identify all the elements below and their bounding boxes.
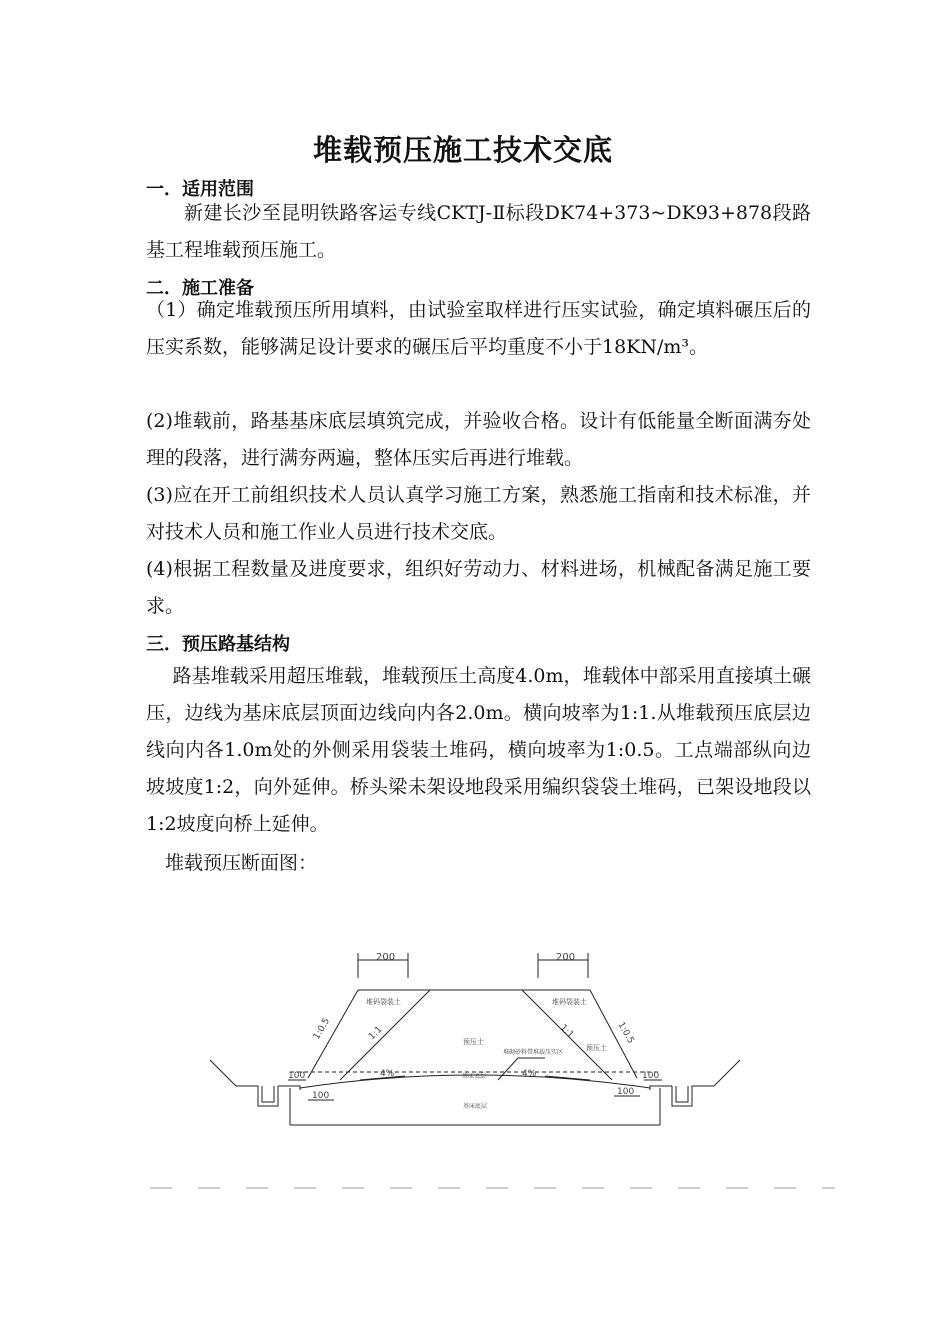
paragraph-prep-1: （1）确定堆载预压所用填料，由试验室取样进行压实试验，确定填料碾压后的压实系数，能够满足设计要求的碾压后平均重度不小于18KN/m³。	[146, 299, 811, 358]
label-grade-right: 4%	[522, 1069, 537, 1079]
label-dim-left-upper: 100	[288, 1071, 306, 1081]
label-slope-inner-left: 1:1	[367, 1024, 385, 1043]
base-edge-left	[278, 1086, 300, 1090]
label-dim-top-right: 200	[556, 952, 576, 963]
paragraph-prep-4: (4)根据工程数量及进度要求，组织好劳动力、材料进场，机械配备满足施工要求。	[146, 558, 811, 617]
label-bag-right: 堆码袋装土	[552, 998, 587, 1006]
paragraph-structure: 路基堆载采用超压堆载，堆载预压土高度4.0m，堆载体中部采用直接填土碾压，边线为基床底层顶面边线向内各2.0m。横向坡率为1:1.从堆载预压底层边线向内各1.0m处的外侧采用袋装土堆码，横向坡率为1:0.5。工点端部纵向边坡坡度1:2，向外延伸。桥头梁未架设地段采用编织袋袋土堆码，已架设地段以1:2坡度向桥上延伸。	[146, 665, 811, 835]
label-bottom-layer: 基床底层	[463, 1103, 488, 1110]
label-dim-right-upper: 100	[642, 1071, 660, 1081]
label-fill-center: 预压土	[463, 1038, 484, 1046]
label-dim-right-lower: 100	[617, 1087, 635, 1097]
base-edge-right	[650, 1086, 672, 1090]
paragraph-prep-3: (3)应在开工前组织技术人员认真学习施工方案，熟悉施工指南和技术标准，并对技术人员和施工作业人员进行技术交底。	[146, 484, 811, 543]
label-dim-top-left: 200	[376, 952, 396, 963]
ditch-right	[672, 1060, 740, 1106]
section-heading-preparation: 二．施工准备	[146, 278, 254, 299]
note-leader	[498, 1058, 518, 1080]
label-dim-left-lower: 100	[312, 1091, 330, 1101]
label-slope-outer-left: 1:0.5	[311, 1016, 333, 1042]
page-title: 堆载预压施工技术交底	[312, 133, 613, 167]
label-note: 堆砌砂料带堆载压实区	[503, 1049, 564, 1056]
diagram-caption: 堆载预压断面图：	[165, 852, 318, 874]
label-fill-right: 预压土	[586, 1044, 607, 1052]
label-surface-layer: 基床表层	[462, 1073, 487, 1080]
section-heading-structure: 三．预压路基结构	[146, 634, 290, 655]
ditch-right-inner	[676, 1086, 688, 1102]
label-slope-outer-right: 1:0.5	[615, 1020, 636, 1046]
label-slope-inner-right: 1:1	[557, 1023, 576, 1041]
ditch-left	[210, 1060, 278, 1106]
section-heading-scope: 一．适用范围	[146, 179, 254, 200]
label-bag-left: 堆码袋装土	[366, 998, 401, 1006]
label-grade-left: 4%	[380, 1069, 395, 1079]
ditch-left-inner	[262, 1086, 274, 1102]
paragraph-scope: 新建长沙至昆明铁路客运专线CKTJ-Ⅱ标段DK74+373~DK93+878段路基工程堆载预压施工。	[146, 202, 811, 261]
paragraph-prep-2: (2)堆载前，路基基床底层填筑完成，并验收合格。设计有低能量全断面满夯处理的段落，进行满夯两遍，整体压实后再进行堆载。	[146, 410, 811, 469]
